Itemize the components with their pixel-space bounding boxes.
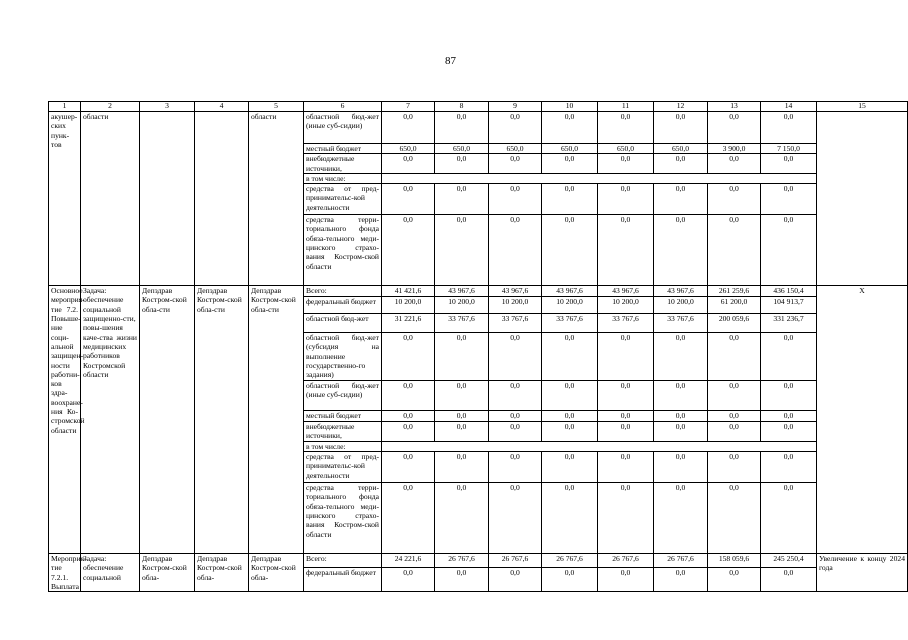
col5-cell: Депздрав Костром-ской обла- [249, 554, 304, 592]
col15-cell: Х [817, 286, 908, 554]
col15-cell: Увеличение к концу 2024 года [817, 554, 908, 592]
header-cell: 1 [49, 102, 81, 112]
value-cell: 158 059,6 [708, 554, 761, 568]
funding-source-label: Всего: [304, 554, 382, 568]
value-cell: 0,0 [435, 452, 489, 483]
value-cell: 0,0 [435, 184, 489, 215]
value-cell: 0,0 [542, 567, 598, 592]
value-cell: 0,0 [489, 381, 542, 411]
header-cell: 4 [195, 102, 249, 112]
funding-source-label: местный бюджет [304, 411, 382, 422]
value-cell: 0,0 [382, 112, 435, 144]
col3-cell: Депздрав Костром-ской обла-сти [140, 286, 195, 554]
value-cell: 10 200,0 [382, 297, 435, 314]
value-cell: 0,0 [761, 215, 817, 286]
value-cell: 0,0 [542, 452, 598, 483]
value-cell: 0,0 [489, 112, 542, 144]
funding-source-label: в том числе: [304, 173, 382, 183]
value-cell: 0,0 [761, 381, 817, 411]
value-cell: 0,0 [435, 422, 489, 442]
value-cell: 0,0 [654, 411, 708, 422]
value-cell: 0,0 [435, 215, 489, 286]
value-cell: 0,0 [598, 333, 654, 381]
value-cell: 0,0 [654, 381, 708, 411]
page-number: 87 [445, 55, 456, 67]
value-cell: 0,0 [708, 483, 761, 554]
value-cell: 0,0 [708, 411, 761, 422]
value-cell: 0,0 [654, 215, 708, 286]
value-cell: 43 967,6 [654, 286, 708, 297]
value-cell: 0,0 [708, 215, 761, 286]
value-cell: 0,0 [542, 154, 598, 174]
empty-value-cell [382, 441, 817, 451]
value-cell: 261 259,6 [708, 286, 761, 297]
funding-source-label: средства терри-ториального фонда обяза-тельного меди-цинского страхо-вания Костром-ской области [304, 483, 382, 554]
value-cell: 0,0 [761, 333, 817, 381]
value-cell: 0,0 [598, 411, 654, 422]
col15-cell [817, 112, 908, 286]
header-cell: 2 [81, 102, 140, 112]
header-row [49, 102, 908, 112]
value-cell: 0,0 [382, 452, 435, 483]
value-cell: 0,0 [761, 422, 817, 442]
value-cell: 0,0 [598, 422, 654, 442]
value-cell: 0,0 [435, 411, 489, 422]
value-cell: 7 150,0 [761, 144, 817, 154]
col3-cell: Депздрав Костром-ской обла- [140, 554, 195, 592]
value-cell: 10 200,0 [542, 297, 598, 314]
value-cell: 0,0 [382, 567, 435, 592]
value-cell: 0,0 [708, 567, 761, 592]
value-cell: 0,0 [598, 112, 654, 144]
value-cell: 200 059,6 [708, 314, 761, 333]
value-cell: 26 767,6 [542, 554, 598, 568]
value-cell: 43 967,6 [489, 286, 542, 297]
value-cell: 0,0 [542, 422, 598, 442]
funding-source-label: внебюджетные источники, [304, 154, 382, 174]
value-cell: 10 200,0 [654, 297, 708, 314]
value-cell: 0,0 [382, 422, 435, 442]
funding-source-label: средства от пред-принимательс-кой деятельности [304, 184, 382, 215]
value-cell: 0,0 [382, 154, 435, 174]
value-cell: 26 767,6 [598, 554, 654, 568]
funding-source-label: внебюджетные источники, [304, 422, 382, 442]
header-cell: 11 [598, 102, 654, 112]
value-cell: 0,0 [489, 567, 542, 592]
table-row [49, 554, 908, 568]
header-cell: 13 [708, 102, 761, 112]
value-cell: 0,0 [435, 154, 489, 174]
value-cell: 0,0 [435, 381, 489, 411]
header-cell: 12 [654, 102, 708, 112]
funding-source-label: областной бюд-жет (иные суб-сидии) [304, 381, 382, 411]
funding-source-label: федеральный бюджет [304, 567, 382, 592]
value-cell: 0,0 [761, 452, 817, 483]
funding-source-label: в том числе: [304, 441, 382, 451]
value-cell: 0,0 [435, 333, 489, 381]
value-cell: 31 221,6 [382, 314, 435, 333]
value-cell: 0,0 [708, 154, 761, 174]
value-cell: 0,0 [708, 422, 761, 442]
value-cell: 61 200,0 [708, 297, 761, 314]
value-cell: 33 767,6 [654, 314, 708, 333]
value-cell: 0,0 [654, 184, 708, 215]
funding-source-label: средства от пред-принимательс-кой деятельности [304, 452, 382, 483]
value-cell: 0,0 [598, 483, 654, 554]
value-cell: 0,0 [708, 381, 761, 411]
value-cell: 0,0 [489, 422, 542, 442]
value-cell: 0,0 [654, 483, 708, 554]
value-cell: 0,0 [542, 483, 598, 554]
col4-cell [195, 112, 249, 286]
col4-cell: Депздрав Костром-ской обла-сти [195, 286, 249, 554]
value-cell: 0,0 [489, 452, 542, 483]
funding-source-label: средства терри-ториального фонда обяза-тельного меди-цинского страхо-вания Костром-ской области [304, 215, 382, 286]
funding-source-label: местный бюджет [304, 144, 382, 154]
value-cell: 331 236,7 [761, 314, 817, 333]
value-cell: 0,0 [708, 452, 761, 483]
value-cell: 41 421,6 [382, 286, 435, 297]
value-cell: 0,0 [382, 333, 435, 381]
value-cell: 0,0 [542, 411, 598, 422]
value-cell: 0,0 [435, 567, 489, 592]
value-cell: 0,0 [598, 184, 654, 215]
budget-table [48, 101, 908, 592]
value-cell: 0,0 [708, 184, 761, 215]
value-cell: 43 967,6 [542, 286, 598, 297]
header-cell: 7 [382, 102, 435, 112]
value-cell: 0,0 [382, 483, 435, 554]
value-cell: 0,0 [654, 422, 708, 442]
value-cell: 0,0 [489, 411, 542, 422]
col1-cell: акушер-ских пунк-тов [49, 112, 81, 286]
value-cell: 10 200,0 [489, 297, 542, 314]
value-cell: 650,0 [435, 144, 489, 154]
header-cell: 10 [542, 102, 598, 112]
value-cell: 0,0 [654, 112, 708, 144]
col2-cell: области [81, 112, 140, 286]
value-cell: 0,0 [542, 184, 598, 215]
value-cell: 0,0 [761, 154, 817, 174]
value-cell: 43 967,6 [598, 286, 654, 297]
value-cell: 0,0 [435, 483, 489, 554]
funding-source-label: федеральный бюджет [304, 297, 382, 314]
value-cell: 3 900,0 [708, 144, 761, 154]
value-cell: 24 221,6 [382, 554, 435, 568]
value-cell: 650,0 [489, 144, 542, 154]
value-cell: 0,0 [598, 215, 654, 286]
col2-cell: Задача: обеспечение социальной защищенно-сти, повы-шения каче-ства жизни медицинских работников Костромской области [81, 286, 140, 554]
value-cell: 0,0 [654, 333, 708, 381]
value-cell: 0,0 [761, 112, 817, 144]
header-cell: 3 [140, 102, 195, 112]
value-cell: 650,0 [598, 144, 654, 154]
value-cell: 0,0 [542, 112, 598, 144]
value-cell: 104 913,7 [761, 297, 817, 314]
value-cell: 0,0 [761, 567, 817, 592]
value-cell: 0,0 [598, 567, 654, 592]
value-cell: 650,0 [382, 144, 435, 154]
header-cell: 6 [304, 102, 382, 112]
value-cell: 10 200,0 [598, 297, 654, 314]
col5-cell: Депздрав Костром-ской обла-сти [249, 286, 304, 554]
value-cell: 0,0 [654, 567, 708, 592]
funding-source-label: областной бюд-жет (субсидия на выполнение государственно-го задания) [304, 333, 382, 381]
value-cell: 26 767,6 [435, 554, 489, 568]
header-cell: 5 [249, 102, 304, 112]
value-cell: 0,0 [489, 154, 542, 174]
value-cell: 0,0 [708, 333, 761, 381]
value-cell: 26 767,6 [654, 554, 708, 568]
funding-source-label: Всего: [304, 286, 382, 297]
value-cell: 33 767,6 [598, 314, 654, 333]
empty-value-cell [382, 173, 817, 183]
value-cell: 0,0 [654, 154, 708, 174]
value-cell: 0,0 [382, 184, 435, 215]
value-cell: 0,0 [761, 184, 817, 215]
col1-cell: Мероприя-тие 7.2.1. Выплата [49, 554, 81, 592]
value-cell: 650,0 [542, 144, 598, 154]
value-cell: 436 150,4 [761, 286, 817, 297]
value-cell: 26 767,6 [489, 554, 542, 568]
value-cell: 650,0 [654, 144, 708, 154]
value-cell: 0,0 [489, 184, 542, 215]
col3-cell [140, 112, 195, 286]
value-cell: 0,0 [598, 452, 654, 483]
col2-cell: Задача: обеспечение социальной [81, 554, 140, 592]
value-cell: 33 767,6 [542, 314, 598, 333]
col4-cell: Депздрав Костром-ской обла- [195, 554, 249, 592]
header-cell: 14 [761, 102, 817, 112]
value-cell: 0,0 [598, 154, 654, 174]
value-cell: 0,0 [542, 333, 598, 381]
value-cell: 0,0 [542, 381, 598, 411]
value-cell: 0,0 [542, 215, 598, 286]
value-cell: 0,0 [761, 483, 817, 554]
value-cell: 0,0 [382, 411, 435, 422]
value-cell: 0,0 [654, 452, 708, 483]
value-cell: 33 767,6 [435, 314, 489, 333]
value-cell: 0,0 [382, 381, 435, 411]
header-cell: 9 [489, 102, 542, 112]
value-cell: 0,0 [489, 333, 542, 381]
value-cell: 33 767,6 [489, 314, 542, 333]
value-cell: 245 250,4 [761, 554, 817, 568]
funding-source-label: областной бюд-жет (иные суб-сидии) [304, 112, 382, 144]
value-cell: 0,0 [761, 411, 817, 422]
value-cell: 0,0 [489, 215, 542, 286]
col5-cell: области [249, 112, 304, 286]
table-row [49, 286, 908, 297]
funding-source-label: областной бюд-жет [304, 314, 382, 333]
value-cell: 0,0 [489, 483, 542, 554]
header-cell: 8 [435, 102, 489, 112]
value-cell: 0,0 [435, 112, 489, 144]
header-cell: 15 [817, 102, 908, 112]
value-cell: 43 967,6 [435, 286, 489, 297]
value-cell: 0,0 [708, 112, 761, 144]
table-row [49, 112, 908, 144]
col1-cell: Основное мероприя-тие 7.2. Повыше-ние соци-альной защищен-ности работни-ков здра-воохране-ния Ко-стромской области [49, 286, 81, 554]
value-cell: 10 200,0 [435, 297, 489, 314]
value-cell: 0,0 [382, 215, 435, 286]
value-cell: 0,0 [598, 381, 654, 411]
